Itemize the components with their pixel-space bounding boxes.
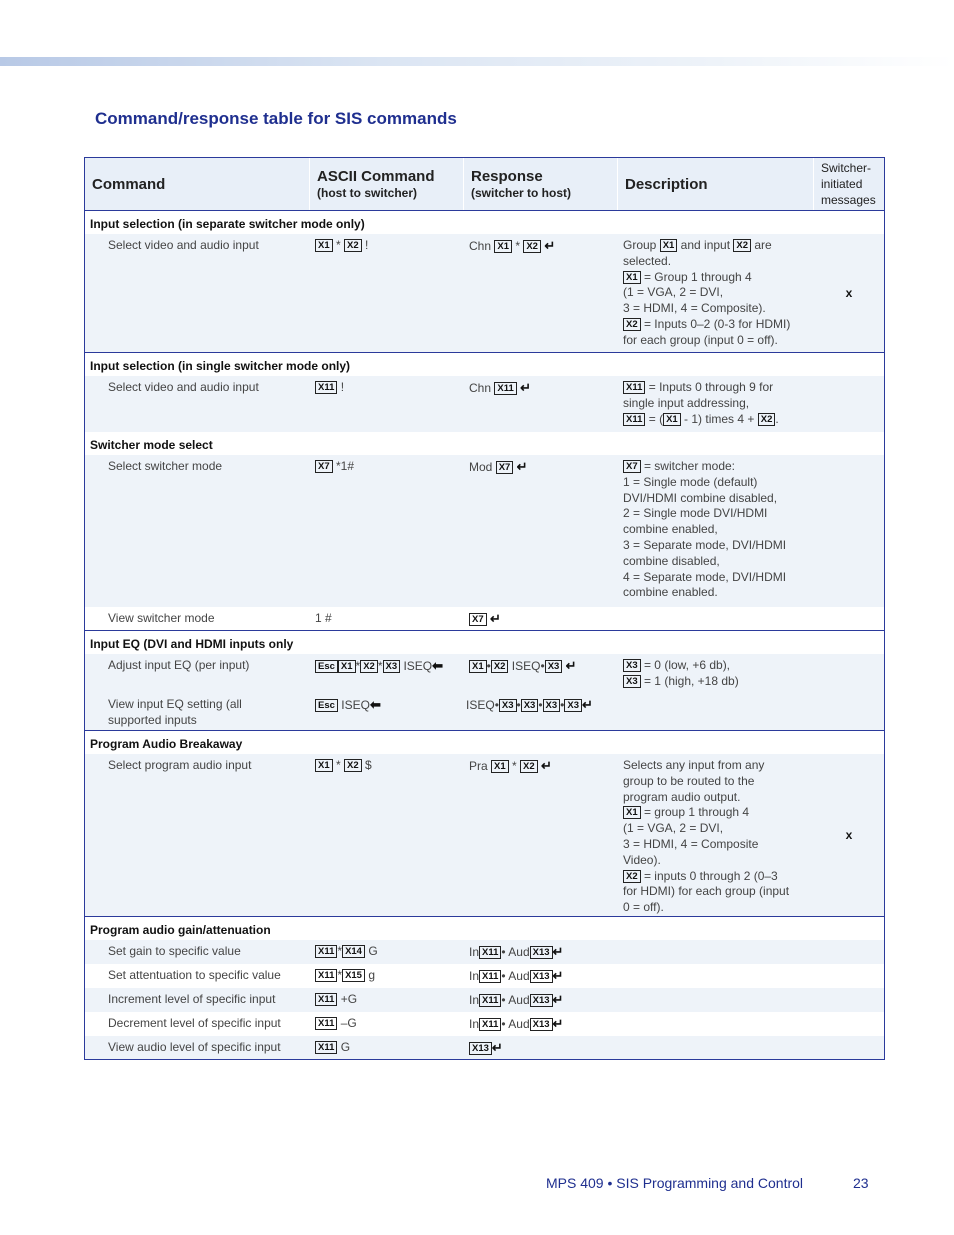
variable-box: X7 [496, 461, 514, 474]
response-cell: In X11 • Aud X13 ↵ [469, 944, 564, 959]
variable-box: X15 [342, 969, 365, 982]
variable-box: X2 [520, 760, 538, 773]
return-icon: ↵ [582, 697, 593, 712]
section-heading: Input selection (in single switcher mode only) [85, 352, 884, 376]
variable-box: X2 [623, 870, 641, 883]
variable-box: X1 [491, 760, 509, 773]
response-cell: Pra X1 * X2 ↵ [469, 758, 552, 773]
command-cell: Select program audio input [108, 758, 252, 772]
return-icon: ↵ [552, 992, 564, 1007]
command-cell: Increment level of specific input [108, 992, 276, 1006]
variable-box: X2 [733, 239, 751, 252]
page-title: Command/response table for SIS commands [95, 109, 457, 128]
header-ascii: ASCII Command (host to switcher) [310, 158, 464, 210]
description-cell: X7 = switcher mode: 1 = Single mode (default) DVI/HDMI combine disabled, 2 = Single mode DVI/HDMI combine enabled, 3 = Separate mode, DVI/HDMI combine disabled, 4 = Separate mode, DVI/HDMI combine enabled. [623, 459, 787, 600]
variable-box: X11 [494, 382, 516, 395]
variable-box: X1 [663, 413, 681, 426]
description-cell [618, 964, 814, 988]
switcher-cell: x [845, 827, 853, 842]
variable-box: X13 [469, 1042, 492, 1055]
variable-box: X3 [543, 699, 561, 712]
variable-box: X11 [315, 381, 337, 394]
variable-box: X11 [623, 381, 645, 394]
switcher-cell [814, 376, 884, 432]
switcher-cell [814, 940, 884, 964]
command-cell: Set gain to specific value [108, 944, 241, 958]
return-icon: ↵ [516, 459, 528, 474]
return-icon: ↵ [552, 944, 564, 959]
variable-box: X3 [545, 660, 563, 673]
return-icon: ↵ [520, 380, 531, 395]
variable-box: X3 [623, 675, 641, 688]
command-cell: Select video and audio input [108, 238, 259, 252]
description-cell: Group X1 and input X2 are selected. X1 = Group 1 through 4 (1 = VGA, 2 = DVI, 3 = HDMI, 4 = Composite). X2 = Inputs 0–2 (0-3 for HDMI) for each group (input 0 = off). [623, 238, 791, 347]
response-cell: X1 • X2 ISEQ• X3 ↵ [464, 654, 618, 693]
variable-box: X3 [383, 660, 401, 673]
response-cell: In X11 • Aud X13 ↵ [469, 1016, 564, 1031]
description-cell [618, 940, 814, 964]
table-row [85, 940, 884, 964]
ascii-cell: X11 +G [310, 988, 464, 1012]
header-switcher-initiated: Switcher- initiated messages [821, 161, 876, 207]
ascii-cell: X7 *1# [310, 455, 464, 607]
variable-box: X7 [315, 460, 333, 473]
table-row [85, 964, 884, 988]
variable-box: X13 [530, 946, 553, 959]
variable-box: X1 [494, 240, 512, 253]
header-response: Response (switcher to host) [464, 158, 618, 210]
header-description: Description [618, 158, 814, 210]
section-heading: Program audio gain/attenuation [85, 916, 884, 940]
variable-box: X2 [344, 239, 362, 252]
table-row [85, 607, 884, 630]
command-cell: Select video and audio input [108, 380, 259, 394]
command-cell: Select switcher mode [108, 459, 223, 473]
command-cell: View input EQ setting (all supported inputs [108, 697, 242, 727]
section-heading: Switcher mode select [85, 432, 884, 455]
return-icon: ↵ [491, 1040, 503, 1055]
switcher-cell [814, 1012, 884, 1036]
ascii-cell: X1 * X2 ! [310, 234, 464, 352]
table-row [85, 1036, 884, 1059]
variable-box: X1 [338, 660, 356, 673]
switcher-cell [814, 455, 884, 607]
switcher-cell [814, 1036, 884, 1059]
description-cell: X3 = 0 (low, +6 db), X3 = 1 (high, +18 db) [618, 654, 814, 693]
response-cell: Mod X7 ↵ [469, 459, 528, 474]
ascii-cell: Esc ISEQ⬅ [310, 693, 464, 730]
return-icon: ↵ [489, 611, 501, 626]
variable-box: X1 [469, 660, 487, 673]
table-row [85, 455, 884, 607]
variable-box: X11 [623, 413, 645, 426]
variable-box: X3 [521, 699, 539, 712]
variable-box: X2 [360, 660, 378, 673]
header-gradient-bar [0, 57, 954, 66]
footer-title: MPS 409 • SIS Programming and Control [546, 1175, 804, 1191]
variable-box: X1 [315, 759, 333, 772]
ascii-cell: 1 # [315, 611, 332, 625]
return-icon: ↵ [552, 968, 564, 983]
command-cell: Adjust input EQ (per input) [108, 658, 250, 672]
variable-box: X11 [315, 969, 337, 982]
switcher-cell: x [845, 285, 853, 300]
response-cell: Chn X1 * X2 ↵ [469, 238, 556, 253]
escape-key-box: Esc [315, 660, 338, 673]
switcher-cell [814, 988, 884, 1012]
table-row [85, 754, 884, 916]
variable-box: X2 [344, 759, 362, 772]
return-icon: ↵ [552, 1016, 564, 1031]
variable-box: X11 [315, 1017, 337, 1030]
variable-box: X11 [479, 994, 501, 1007]
ascii-cell: X1 * X2 $ [310, 754, 464, 916]
variable-box: X2 [758, 413, 776, 426]
variable-box: X11 [315, 1041, 337, 1054]
table-row [85, 1012, 884, 1036]
variable-box: X1 [623, 806, 641, 819]
response-cell [464, 607, 618, 630]
variable-box: X1 [660, 239, 678, 252]
variable-box: X13 [530, 1018, 553, 1031]
variable-box: X11 [315, 993, 337, 1006]
variable-box: X13 [530, 994, 553, 1007]
page-number: 23 [853, 1175, 869, 1191]
variable-box: X11 [479, 970, 501, 983]
variable-box: X3 [623, 659, 641, 672]
table-row [85, 234, 884, 352]
section-heading: Input EQ (DVI and HDMI inputs only [85, 630, 884, 654]
section-heading: Input selection (in separate switcher mode only) [85, 211, 884, 234]
section-heading: Program Audio Breakaway [85, 730, 884, 754]
response-cell [464, 1036, 618, 1059]
header-command: Command [85, 158, 310, 210]
arrow-left-icon: ⬅ [369, 697, 381, 712]
variable-box: X3 [564, 699, 582, 712]
variable-box: X3 [499, 699, 517, 712]
return-icon: ↵ [565, 658, 577, 673]
variable-box: X2 [623, 318, 641, 331]
table-row [85, 376, 884, 432]
switcher-cell [814, 693, 884, 730]
description-cell [618, 693, 814, 730]
variable-box: X11 [315, 945, 337, 958]
table-row [85, 654, 884, 693]
variable-box: X11 [479, 1018, 501, 1031]
description-cell [618, 1012, 814, 1036]
return-icon: ↵ [544, 238, 556, 253]
command-cell: Decrement level of specific input [108, 1016, 281, 1030]
switcher-cell [814, 654, 884, 693]
response-cell: ISEQ• X3 • X3 • X3 • X3 ↵ [466, 697, 593, 712]
table-header [85, 158, 884, 211]
command-cell: View audio level of specific input [108, 1040, 281, 1054]
description-cell: X11 = Inputs 0 through 9 for single input addressing, X11 = ( X1 - 1) times 4 + X2 . [623, 380, 779, 426]
description-cell [618, 1036, 814, 1059]
ascii-cell: X11 * X15 g [310, 964, 464, 988]
arrow-left-icon: ⬅ [432, 658, 444, 673]
description-cell [618, 988, 814, 1012]
description-cell: Selects any input from any group to be routed to the program audio output. X1 = group 1 through 4 (1 = VGA, 2 = DVI, 3 = HDMI, 4 = Composite Video). X2 = inputs 0 through 2 (0–3 for HDMI) for each group (input 0 = off). [623, 758, 790, 915]
response-cell: In X11 • Aud X13 ↵ [469, 968, 564, 983]
ascii-cell: X11 ! [310, 376, 464, 432]
ascii-cell: X11 * X14 G [310, 940, 464, 964]
ascii-cell: X11 –G [310, 1012, 464, 1036]
table-row [85, 693, 884, 730]
variable-box: X14 [342, 945, 365, 958]
ascii-cell: X11 G [310, 1036, 464, 1059]
variable-box: X11 [479, 946, 501, 959]
variable-box: X2 [491, 660, 509, 673]
sis-command-table [84, 157, 885, 1060]
variable-box: X1 [623, 271, 641, 284]
table-row [85, 988, 884, 1012]
variable-box: X7 [623, 460, 641, 473]
variable-box: X2 [523, 240, 541, 253]
escape-key-box: Esc [315, 699, 338, 712]
command-cell: Set attentuation to specific value [108, 968, 281, 982]
variable-box: X13 [530, 970, 553, 983]
variable-box: X1 [315, 239, 333, 252]
switcher-cell [814, 964, 884, 988]
return-icon: ↵ [540, 758, 552, 773]
description-cell [618, 607, 814, 630]
ascii-cell: Esc X1 * X2 * X3 ISEQ⬅ [310, 654, 464, 693]
response-cell: In X11 • Aud X13 ↵ [469, 992, 564, 1007]
variable-box: X7 [469, 613, 487, 626]
switcher-cell [814, 607, 884, 630]
response-cell: Chn X11 ↵ [469, 380, 531, 395]
command-cell: View switcher mode [108, 611, 215, 625]
